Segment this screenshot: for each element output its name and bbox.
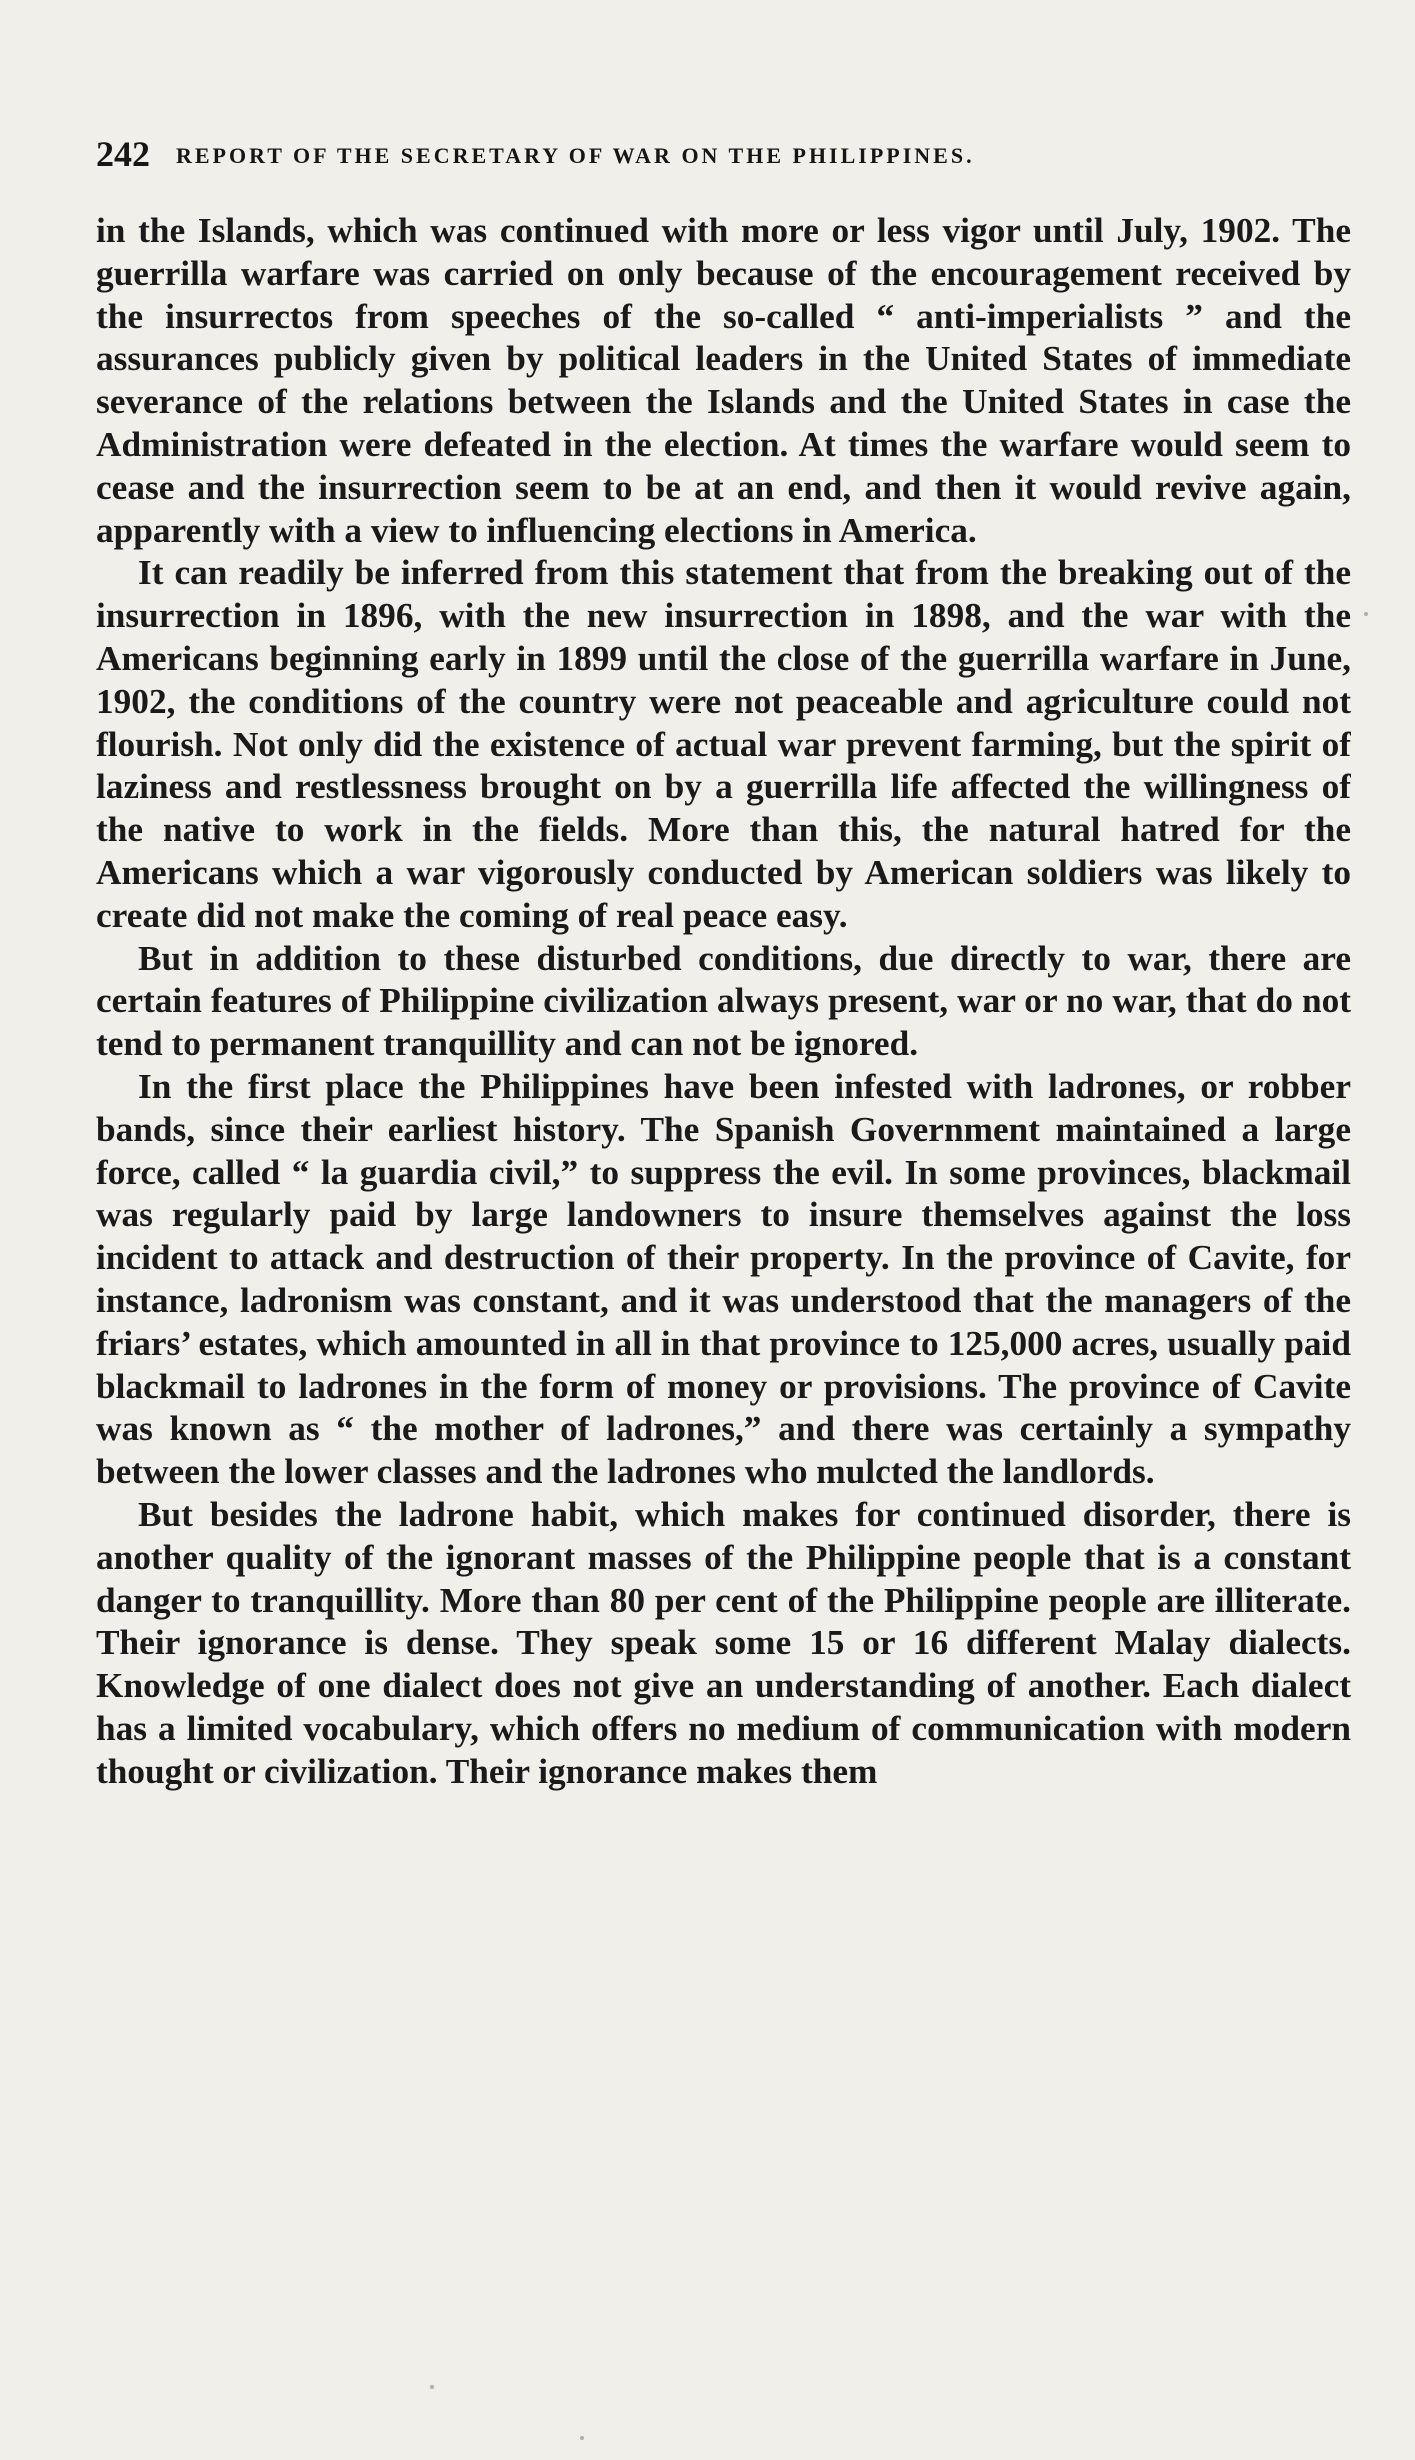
- scan-speck: [580, 2436, 584, 2440]
- scan-speck: [430, 2385, 434, 2389]
- page-header: [96, 132, 1326, 176]
- paragraph-3: But in addition to these disturbed conditions, due directly to war, there are certain features of Philippine civilization always present, war or no war, that do not tend to permanent tranquillity and can not be ignored.: [96, 938, 1351, 1064]
- paragraph-4: In the first place the Philippines have been infested with ladrones, or robber bands, since their earliest history. The Spanish Government maintained a large force, called “ la guardia civil,” to suppress the evil. In some provinces, blackmail was regularly paid by large landowners to insure themselves against the loss incident to attack and destruction of their property. In the province of Cavite, for instance, ladronism was constant, and it was understood that the managers of the friars’ estates, which amounted in all in that province to 125,000 acres, usually paid blackmail to ladrones in the form of money or provisions. The province of Cavite was known as “ the mother of ladrones,” and there was certainly a sympathy between the lower classes and the ladrones who mulcted the landlords.: [96, 1066, 1351, 1492]
- paragraph-1: in the Islands, which was continued with more or less vigor until July, 1902. The guerrilla warfare was carried on only because of the encouragement received by the insurrectos from speeches of the so-called “ anti-imperialists ” and the assurances publicly given by political leaders in the United States of immediate severance of the relations between the Islands and the United States in case the Administration were defeated in the election. At times the warfare would seem to cease and the insurrection seem to be at an end, and then it would revive again, apparently with a view to influencing elections in America.: [96, 211, 1351, 550]
- paragraph-5: But besides the ladrone habit, which makes for continued disorder, there is another quality of the ignorant masses of the Philippine people that is a constant danger to tranquillity. More than 80 per cent of the Philippine people are illiterate. Their ignorance is dense. They speak some 15 or 16 different Malay dialects. Knowledge of one dialect does not give an understanding of another. Each dialect has a limited vocabulary, which offers no medium of communication with modern thought or civilization. Their ignorance makes them: [96, 1494, 1351, 1791]
- body-text: [96, 210, 1351, 2340]
- running-title: REPORT OF THE SECRETARY OF WAR ON THE PHILIPPINES.: [176, 143, 975, 168]
- page-number: 242: [96, 134, 150, 174]
- paragraph-2: It can readily be inferred from this statement that from the breaking out of the insurrection in 1896, with the new insurrection in 1898, and the war with the Americans beginning early in 1899 until the close of the guerrilla warfare in June, 1902, the conditions of the country were not peaceable and agriculture could not flourish. Not only did the existence of actual war prevent farming, but the spirit of laziness and restlessness brought on by a guerrilla life affected the willingness of the native to work in the fields. More than this, the natural hatred for the Americans which a war vigorously conducted by American soldiers was likely to create did not make the coming of real peace easy.: [96, 553, 1351, 935]
- scan-speck: [1364, 612, 1368, 616]
